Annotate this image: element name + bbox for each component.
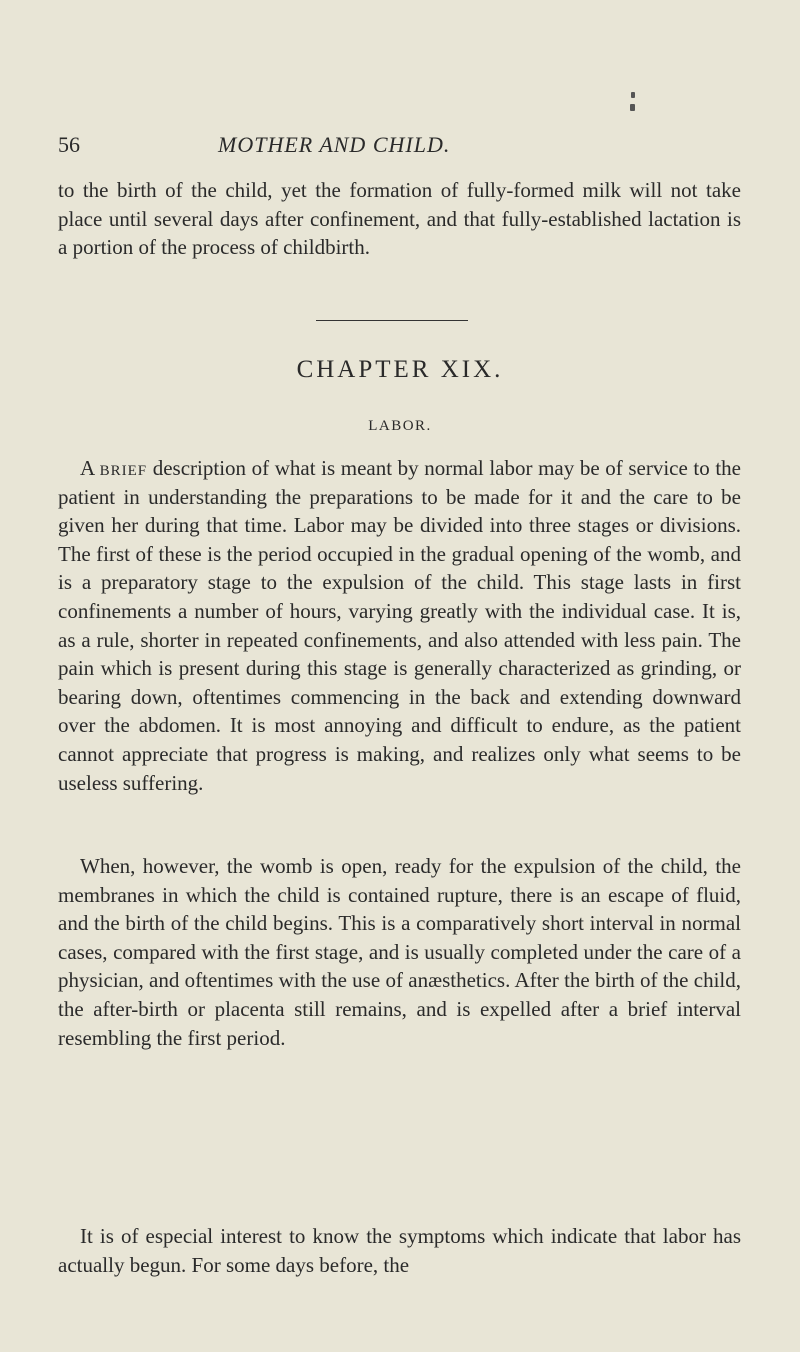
section-title: LABOR.	[368, 418, 432, 434]
paragraph-smallcaps: brief	[99, 456, 148, 480]
ink-speck	[630, 104, 635, 111]
ink-speck	[631, 92, 635, 98]
running-title: MOTHER AND CHILD.	[218, 132, 451, 157]
paragraph-text: description of what is meant by normal labor may be of service to the patient in understanding the preparations to be made for it and the care to be given her during that time. Labor may be divided into three stages or divisions. The first of these is the period occupied in the gradual opening of the womb, and is a preparatory stage to the expulsion of the child. This stage lasts in first confinements a number of hours, varying greatly with the individual case. It is, as a rule, shorter in repeated confinements, and also attended with less pain. The pain which is present during this stage is generally characterized as grinding, or bearing down, oftentimes commencing in the back and extending downward over the abdomen. It is most annoying and difficult to endure, as the patient cannot appreciate that progress is making, and realizes only what seems to be useless suffering.	[58, 456, 741, 795]
page-number: 56	[58, 132, 80, 157]
intro-paragraph: to the birth of the child, yet the formation of fully-formed milk will not take place until several days after confinement, and that fully-established lactation is a portion of the process of childbirth.	[58, 178, 741, 260]
body-paragraph	[58, 454, 741, 797]
page-header	[58, 132, 738, 164]
section-divider	[316, 320, 468, 321]
chapter-heading: CHAPTER XIX.	[296, 356, 504, 383]
body-paragraph: When, however, the womb is open, ready for the expulsion of the child, the membranes in which the child is contained rupture, there is an escape of fluid, and the birth of the child begins. This is a comparatively short interval in normal cases, compared with the first stage, and is usually completed under the care of a physician, and oftentimes with the use of anæsthetics. After the birth of the child, the after-birth or placenta still remains, and is expelled after a brief interval resembling the first period.	[58, 854, 741, 1050]
paragraph-lead: A	[80, 456, 100, 480]
body-paragraph: It is of especial interest to know the symptoms which indicate that labor has actually begun. For some days before, the	[58, 1224, 741, 1277]
